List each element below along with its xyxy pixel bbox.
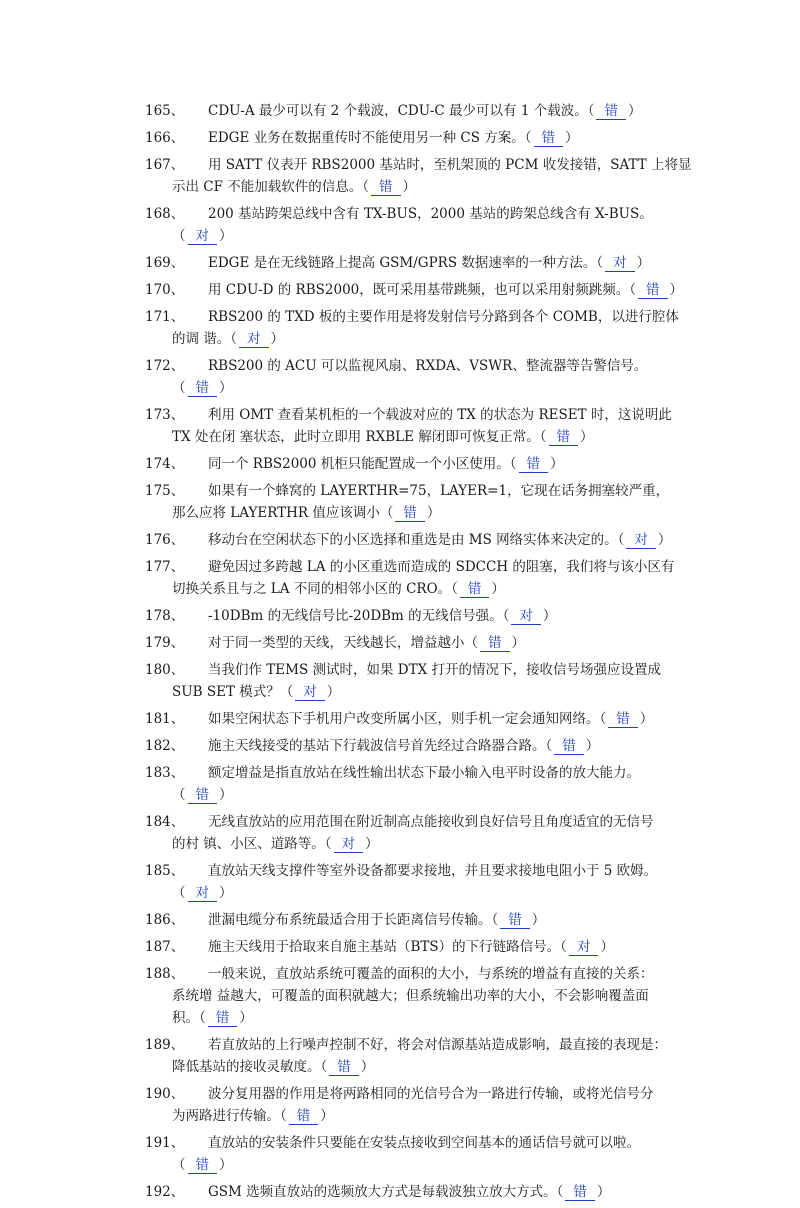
question-text-segment: 200 基站跨架总线中含有 TX-BUS，2000 基站的跨架总线含有 X-BUS。 [208, 206, 653, 222]
question-text-segment: SUB SET 模式？（ [172, 684, 294, 700]
question-item [0, 203, 800, 247]
answer-mark: 错 [549, 429, 579, 446]
closing-paren: ） [239, 1010, 253, 1026]
question-number: 184、 [145, 814, 185, 830]
question-text-segment: 直放站的安装条件只要能在安装点接收到空间基本的通话信号就可以啦。 [208, 1135, 640, 1151]
question-line [0, 605, 800, 627]
question-text [208, 1132, 640, 1154]
question-text-segment: 同一个 RBS2000 机柜只能配置成一个小区使用。（ [208, 456, 517, 472]
closing-paren: ） [550, 456, 564, 472]
question-item [0, 860, 800, 904]
question-text [208, 279, 683, 301]
question-line [0, 1181, 800, 1203]
answer-mark: 错 [329, 1059, 359, 1076]
question-text-segment: EDGE 是在无线链路上提高 GSM/GPRS 数据速率的一种方法。（ [208, 255, 604, 271]
question-text [172, 328, 284, 350]
question-text-segment: RBS200 的 TXD 板的主要作用是将发射信号分路到各个 COMB，以进行腔体 [208, 309, 679, 325]
question-text [172, 377, 233, 399]
question-text [172, 1007, 253, 1029]
question-number: 187、 [145, 939, 185, 955]
question-text [172, 1154, 233, 1176]
question-text [208, 860, 657, 882]
question-line [0, 480, 800, 502]
question-text-segment: 的村 镇、小区、道路等。（ [172, 836, 332, 852]
closing-paren: ） [270, 331, 285, 347]
question-text [172, 176, 416, 198]
answer-mark: 错 [371, 179, 401, 196]
question-text [172, 882, 233, 904]
answer-mark: 错 [596, 103, 626, 120]
answer-mark: 错 [500, 912, 530, 929]
question-text-segment: （ [172, 380, 186, 396]
question-number: 177、 [145, 559, 185, 575]
closing-paren: ） [565, 130, 579, 146]
question-number: 169、 [145, 255, 185, 271]
question-item [0, 453, 800, 475]
question-text-segment: EDGE 业务在数据重传时不能使用另一种 CS 方案。（ [208, 130, 532, 146]
question-text [208, 632, 525, 654]
question-item [0, 127, 800, 149]
question-text [208, 811, 654, 833]
question-text-segment: （ [172, 228, 186, 244]
closing-paren: ） [596, 1184, 611, 1200]
question-line [0, 909, 800, 931]
question-text-segment: 直放站天线支撑件等室外设备都要求接地，并且要求接地电阻小于 5 欧姆。 [208, 863, 658, 879]
question-text-segment: 用 SATT 仪表开 RBS2000 基站时，至机架顶的 PCM 收发接错，SATT 上将显 [208, 157, 692, 173]
answer-mark: 错 [608, 711, 638, 728]
question-number: 190、 [145, 1086, 185, 1102]
question-line [0, 1007, 800, 1029]
question-text-segment: 波分复用器的作用是将两路相同的光信号合为一路进行传输，或将光信号分 [208, 1086, 654, 1102]
closing-paren: ） [669, 282, 683, 298]
question-item [0, 306, 800, 350]
question-text-segment: 切换关系且与之 LA 不同的相邻小区的 CRO。（ [172, 581, 458, 597]
question-text [208, 480, 669, 502]
answer-mark: 错 [638, 282, 668, 299]
answer-mark: 对 [511, 608, 541, 625]
question-line [0, 784, 800, 806]
question-text-segment: 若直放站的上行噪声控制不好，将会对信源基站造成影响，最直接的表现是： [208, 1037, 667, 1053]
question-text [208, 735, 599, 757]
question-text-segment: 利用 OMT 查看某机柜的一个载波对应的 TX 的状态为 RESET 时，这说明此 [208, 407, 672, 423]
question-item [0, 735, 800, 757]
closing-paren: ） [531, 912, 546, 928]
question-text-segment: 移动台在空闲状态下的小区选择和重选是由 MS 网络实体来决定的。（ [208, 532, 625, 548]
answer-mark: 错 [188, 380, 218, 397]
question-text [208, 936, 614, 958]
question-item [0, 529, 800, 551]
question-text-segment: 当我们作 TEMS 测试时，如果 DTX 打开的情况下，接收信号场强应设置成 [208, 662, 662, 678]
closing-paren: ） [219, 787, 233, 803]
question-text-segment: 无线直放站的应用范围在附近制高点能接收到良好信号且角度适宜的无信号 [208, 814, 654, 830]
question-line [0, 1083, 800, 1105]
closing-paren: ） [219, 885, 233, 901]
closing-paren: ） [326, 684, 341, 700]
answer-mark: 对 [334, 836, 364, 853]
question-text [208, 556, 674, 578]
question-text [208, 708, 653, 730]
question-item [0, 936, 800, 958]
answer-mark: 对 [605, 255, 635, 272]
question-number: 170、 [145, 282, 185, 298]
answer-mark: 错 [395, 505, 425, 522]
question-line [0, 1132, 800, 1154]
question-text [208, 1181, 610, 1203]
question-item [0, 632, 800, 654]
answer-mark: 对 [295, 684, 325, 701]
question-line [0, 762, 800, 784]
closing-paren: ） [320, 1108, 334, 1124]
answer-mark: 错 [188, 787, 218, 804]
question-number: 175、 [145, 483, 185, 499]
question-number: 167、 [145, 157, 185, 173]
question-text [172, 985, 649, 1007]
closing-paren: ） [219, 380, 233, 396]
closing-paren: ） [402, 179, 417, 195]
question-text-segment: GSM 选频直放站的选频放大方式是每载波独立放大方式。（ [208, 1184, 564, 1200]
question-text-segment: 用 CDU-D 的 RBS2000，既可采用基带跳频，也可以采用射频跳频。（ [208, 282, 636, 298]
question-line [0, 306, 800, 328]
question-number: 174、 [145, 456, 185, 472]
question-line [0, 860, 800, 882]
answer-mark: 错 [565, 1184, 595, 1201]
closing-paren: ） [542, 608, 557, 624]
closing-paren: ） [580, 429, 594, 445]
question-line [0, 708, 800, 730]
question-item [0, 762, 800, 806]
question-text [172, 833, 379, 855]
question-text-segment: 泄漏电缆分布系统最适合用于长距离信号传输。（ [208, 912, 499, 928]
question-text [172, 578, 505, 600]
question-number: 165、 [145, 103, 185, 119]
closing-paren: ） [219, 1157, 233, 1173]
question-line [0, 659, 800, 681]
question-text-segment: 施主天线接受的基站下行载波信号首先经过合路器合路。（ [208, 738, 553, 754]
answer-mark: 错 [188, 1157, 218, 1174]
answer-mark: 错 [460, 581, 490, 598]
question-text-segment: 一般来说，直放站系统可覆盖的面积的大小，与系统的增益有直接的关系： [208, 966, 654, 982]
question-line [0, 252, 800, 274]
question-text [208, 100, 641, 122]
question-line [0, 1034, 800, 1056]
question-line [0, 556, 800, 578]
answer-mark: 对 [626, 532, 656, 549]
closing-paren: ） [219, 228, 233, 244]
question-text-segment: -10DBm 的无线信号比-20DBm 的无线信号强。（ [208, 608, 510, 624]
question-text [172, 1105, 334, 1127]
question-text [208, 203, 653, 225]
question-text [208, 404, 672, 426]
question-line [0, 1056, 800, 1078]
question-item [0, 480, 800, 524]
closing-paren: ） [636, 255, 651, 271]
question-text [208, 306, 679, 328]
question-text [208, 252, 650, 274]
question-line [0, 529, 800, 551]
question-item [0, 811, 800, 855]
answer-mark: 错 [534, 130, 564, 147]
question-text [172, 502, 440, 524]
question-text [172, 426, 594, 448]
question-line [0, 833, 800, 855]
question-number: 185、 [145, 863, 185, 879]
question-text [208, 1034, 667, 1056]
question-item [0, 1083, 800, 1127]
question-text-segment: （ [172, 885, 186, 901]
question-item [0, 355, 800, 399]
question-text-segment: （ [172, 787, 186, 803]
question-line [0, 1105, 800, 1127]
question-text [172, 1056, 374, 1078]
question-number: 173、 [145, 407, 185, 423]
question-item [0, 605, 800, 627]
question-text [208, 1083, 654, 1105]
question-number: 181、 [145, 711, 185, 727]
question-item [0, 1034, 800, 1078]
question-line [0, 985, 800, 1007]
question-number: 188、 [145, 966, 185, 982]
question-text-segment: 对于同一类型的天线，天线越长，增益越小（ [208, 635, 478, 651]
question-text [208, 659, 661, 681]
closing-paren: ） [491, 581, 505, 597]
closing-paren: ） [426, 505, 441, 521]
question-text [208, 529, 671, 551]
closing-paren: ） [365, 836, 379, 852]
question-item [0, 252, 800, 274]
question-number: 179、 [145, 635, 185, 651]
question-line [0, 882, 800, 904]
question-line [0, 681, 800, 703]
question-line [0, 1154, 800, 1176]
question-number: 186、 [145, 912, 185, 928]
question-line [0, 963, 800, 985]
question-text [208, 963, 654, 985]
question-line [0, 328, 800, 350]
answer-mark: 错 [480, 635, 510, 652]
question-text [208, 154, 692, 176]
question-text [208, 127, 579, 149]
question-item [0, 659, 800, 703]
answer-mark: 对 [239, 331, 269, 348]
question-line [0, 176, 800, 198]
question-text-segment: 为两路进行传输。（ [172, 1108, 287, 1124]
answer-mark: 对 [569, 939, 599, 956]
question-text [208, 909, 545, 931]
closing-paren: ） [657, 532, 672, 548]
question-number: 192、 [145, 1184, 185, 1200]
closing-paren: ） [627, 103, 642, 119]
question-text [172, 784, 233, 806]
answer-mark: 错 [554, 738, 584, 755]
question-text-segment: 施主天线用于拾取来自施主基站（BTS）的下行链路信号。（ [208, 939, 567, 955]
question-number: 183、 [145, 765, 185, 781]
answer-mark: 错 [289, 1108, 319, 1125]
question-line [0, 127, 800, 149]
question-line [0, 355, 800, 377]
question-text-segment: 降低基站的接收灵敏度。（ [172, 1059, 328, 1075]
question-text [208, 762, 640, 784]
question-line [0, 502, 800, 524]
question-number: 180、 [145, 662, 185, 678]
question-text-segment: RBS200 的 ACU 可以监视风扇、RXDA、VSWR、整流器等告警信号。 [208, 358, 648, 374]
question-item [0, 708, 800, 730]
question-text-segment: 避免因过多跨越 LA 的小区重选而造成的 SDCCH 的阻塞，我们将与该小区有 [208, 559, 675, 575]
question-number: 168、 [145, 206, 185, 222]
question-text-segment: 积。（ [172, 1010, 206, 1026]
question-line [0, 203, 800, 225]
question-text-segment: TX 处在闭 塞状态，此时立即用 RXBLE 解闭即可恢复正常。（ [172, 429, 547, 445]
answer-mark: 对 [188, 885, 218, 902]
closing-paren: ） [360, 1059, 375, 1075]
question-text [172, 225, 233, 247]
question-number: 176、 [145, 532, 185, 548]
question-text-segment: 的调 谐。（ [172, 331, 238, 347]
question-line [0, 426, 800, 448]
question-line [0, 578, 800, 600]
question-text-segment: 额定增益是指直放站在线性输出状态下最小输入电平时设备的放大能力。 [208, 765, 640, 781]
question-line [0, 225, 800, 247]
question-item [0, 279, 800, 301]
question-text-segment: CDU-A 最少可以有 2 个载波，CDU-C 最少可以有 1 个载波。（ [208, 103, 595, 119]
question-item [0, 404, 800, 448]
question-text [208, 453, 564, 475]
question-text-segment: 那么应将 LAYERTHR 值应该调小（ [172, 505, 394, 521]
answer-mark: 错 [208, 1010, 238, 1027]
answer-mark: 错 [519, 456, 549, 473]
question-line [0, 154, 800, 176]
question-number: 191、 [145, 1135, 185, 1151]
question-number: 171、 [145, 309, 185, 325]
question-text-segment: 系统增 益越大，可覆盖的面积就越大；但系统输出功率的大小，不会影响覆盖面 [172, 988, 649, 1004]
question-text [208, 605, 556, 627]
question-text-segment: 示出 CF 不能加载软件的信息。（ [172, 179, 370, 195]
question-line [0, 735, 800, 757]
question-text [172, 681, 340, 703]
question-text-segment: 如果有一个蜂窝的 LAYERTHR=75，LAYER=1，它现在话务拥塞较严重， [208, 483, 670, 499]
question-number: 182、 [145, 738, 185, 754]
closing-paren: ） [639, 711, 654, 727]
question-item [0, 154, 800, 198]
question-item [0, 963, 800, 1029]
question-item [0, 1181, 800, 1203]
question-number: 178、 [145, 608, 185, 624]
question-item [0, 100, 800, 122]
question-text-segment: （ [172, 1157, 186, 1173]
question-text [208, 355, 647, 377]
question-number: 189、 [145, 1037, 185, 1053]
question-text-segment: 如果空闲状态下手机用户改变所属小区，则手机一定会通知网络。（ [208, 711, 607, 727]
question-item [0, 556, 800, 600]
question-number: 172、 [145, 358, 185, 374]
question-line [0, 279, 800, 301]
question-line [0, 377, 800, 399]
question-line [0, 811, 800, 833]
question-line [0, 404, 800, 426]
question-line [0, 100, 800, 122]
question-item [0, 1132, 800, 1176]
question-line [0, 632, 800, 654]
question-line [0, 453, 800, 475]
question-line [0, 936, 800, 958]
closing-paren: ） [585, 738, 600, 754]
answer-mark: 对 [188, 228, 218, 245]
question-number: 166、 [145, 130, 185, 146]
closing-paren: ） [511, 635, 525, 651]
closing-paren: ） [600, 939, 614, 955]
question-list [0, 100, 800, 1208]
question-item [0, 909, 800, 931]
